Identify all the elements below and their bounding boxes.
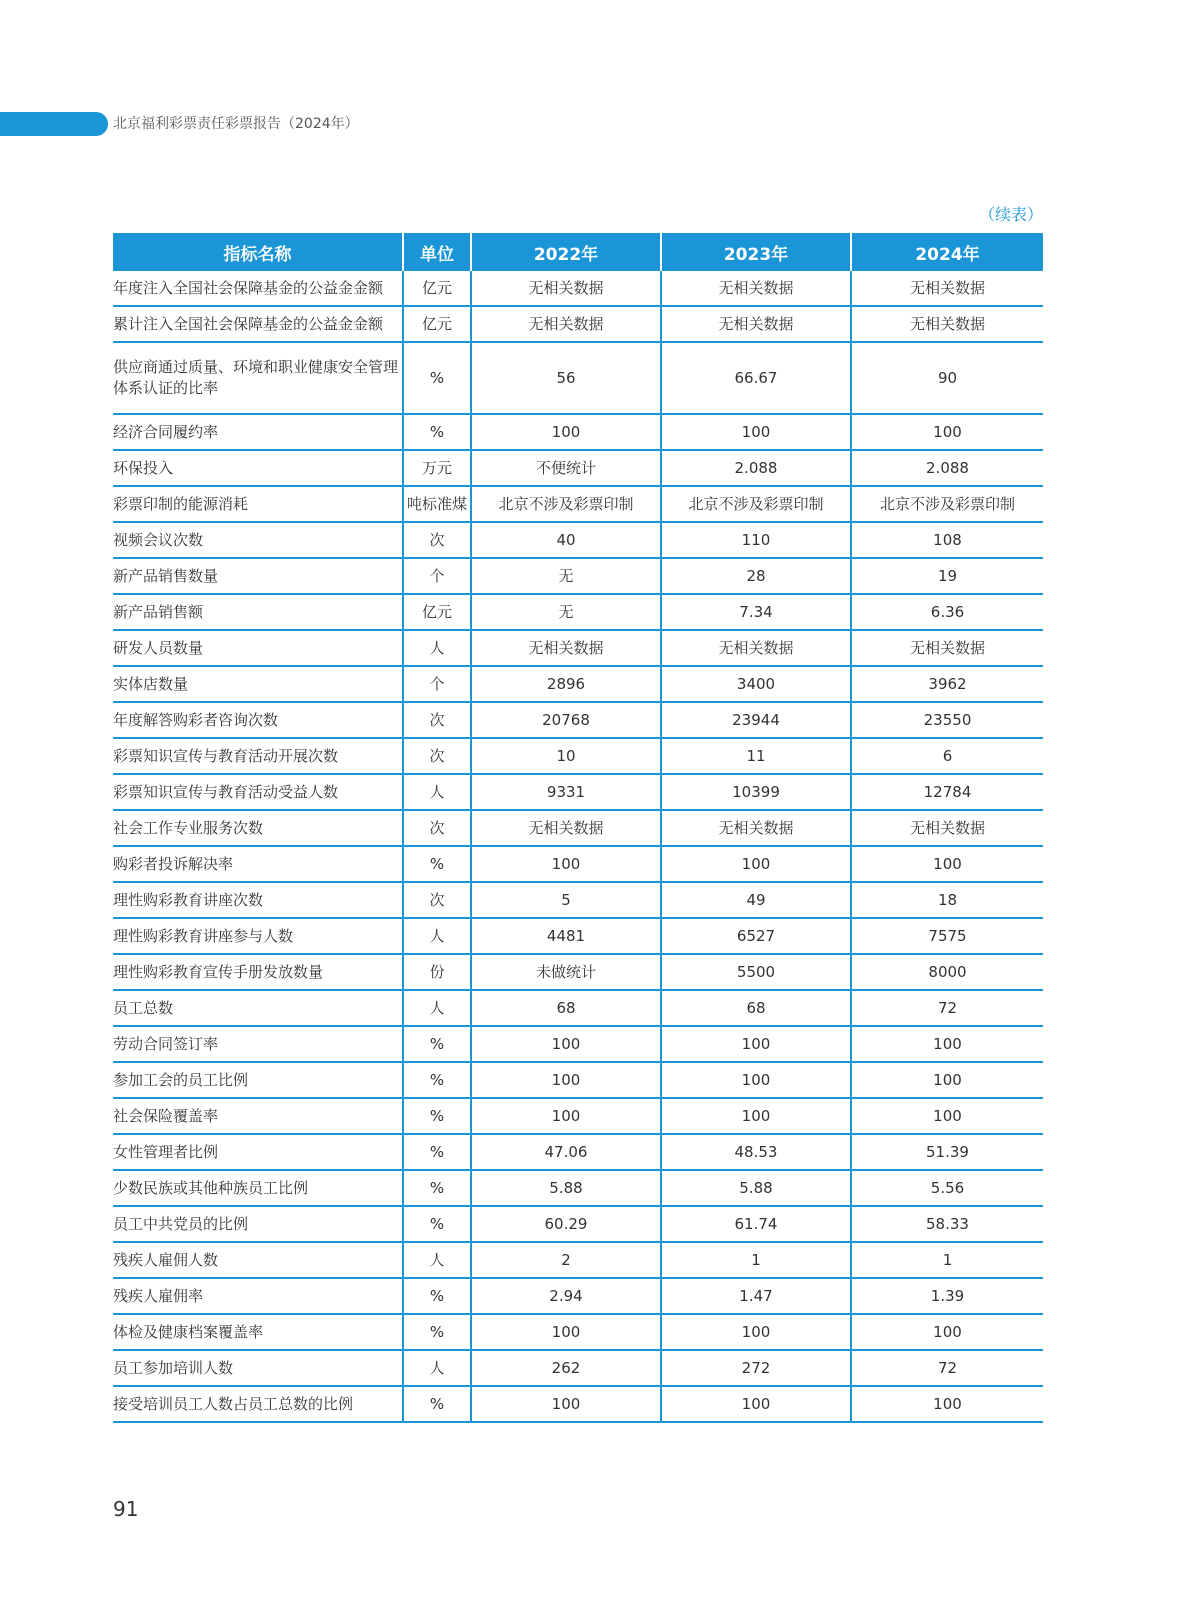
value-2023-cell: 5.88 bbox=[661, 1170, 851, 1206]
value-2023-cell: 272 bbox=[661, 1350, 851, 1386]
value-2023-cell: 10399 bbox=[661, 774, 851, 810]
value-2023-cell: 5500 bbox=[661, 954, 851, 990]
value-2023-cell: 100 bbox=[661, 414, 851, 450]
table-row bbox=[113, 486, 1043, 522]
indicator-name-cell: 员工参加培训人数 bbox=[113, 1350, 403, 1386]
value-2023-cell: 无相关数据 bbox=[661, 810, 851, 846]
value-2024-cell: 18 bbox=[851, 882, 1043, 918]
value-2024-cell: 3962 bbox=[851, 666, 1043, 702]
indicator-name-cell: 视频会议次数 bbox=[113, 522, 403, 558]
table-row bbox=[113, 558, 1043, 594]
unit-cell: % bbox=[403, 1314, 471, 1350]
value-2022-cell: 100 bbox=[471, 1098, 661, 1134]
table-row bbox=[113, 1062, 1043, 1098]
indicator-name-cell: 理性购彩教育讲座次数 bbox=[113, 882, 403, 918]
value-2022-cell: 无 bbox=[471, 558, 661, 594]
indicator-name-cell: 理性购彩教育宣传手册发放数量 bbox=[113, 954, 403, 990]
value-2023-cell: 无相关数据 bbox=[661, 271, 851, 306]
indicator-name-cell: 残疾人雇佣人数 bbox=[113, 1242, 403, 1278]
indicator-name-cell: 年度注入全国社会保障基金的公益金金额 bbox=[113, 271, 403, 306]
value-2024-cell: 1 bbox=[851, 1242, 1043, 1278]
value-2022-cell: 4481 bbox=[471, 918, 661, 954]
table-row bbox=[113, 522, 1043, 558]
value-2024-cell: 无相关数据 bbox=[851, 810, 1043, 846]
value-2023-cell: 100 bbox=[661, 1314, 851, 1350]
unit-cell: 亿元 bbox=[403, 271, 471, 306]
value-2022-cell: 5.88 bbox=[471, 1170, 661, 1206]
value-2022-cell: 2896 bbox=[471, 666, 661, 702]
indicator-name-cell: 女性管理者比例 bbox=[113, 1134, 403, 1170]
value-2023-cell: 北京不涉及彩票印制 bbox=[661, 486, 851, 522]
value-2022-cell: 无相关数据 bbox=[471, 306, 661, 342]
unit-cell: 次 bbox=[403, 810, 471, 846]
table-row bbox=[113, 738, 1043, 774]
page-number: 91 bbox=[113, 1497, 139, 1521]
table-row bbox=[113, 1206, 1043, 1242]
indicator-name-cell: 社会工作专业服务次数 bbox=[113, 810, 403, 846]
unit-cell: 个 bbox=[403, 558, 471, 594]
unit-cell: % bbox=[403, 1206, 471, 1242]
unit-cell: 人 bbox=[403, 1350, 471, 1386]
table-row bbox=[113, 630, 1043, 666]
value-2024-cell: 23550 bbox=[851, 702, 1043, 738]
unit-cell: 人 bbox=[403, 1242, 471, 1278]
table-row bbox=[113, 810, 1043, 846]
indicator-name-cell: 实体店数量 bbox=[113, 666, 403, 702]
table-row bbox=[113, 1314, 1043, 1350]
value-2024-cell: 6 bbox=[851, 738, 1043, 774]
indicator-name-cell: 少数民族或其他种族员工比例 bbox=[113, 1170, 403, 1206]
value-2022-cell: 56 bbox=[471, 342, 661, 414]
unit-cell: % bbox=[403, 342, 471, 414]
value-2024-cell: 100 bbox=[851, 1026, 1043, 1062]
indicator-name-cell: 供应商通过质量、环境和职业健康安全管理体系认证的比率 bbox=[113, 342, 403, 414]
value-2022-cell: 无相关数据 bbox=[471, 630, 661, 666]
unit-cell: % bbox=[403, 414, 471, 450]
value-2024-cell: 58.33 bbox=[851, 1206, 1043, 1242]
indicator-name-cell: 残疾人雇佣率 bbox=[113, 1278, 403, 1314]
value-2022-cell: 100 bbox=[471, 1314, 661, 1350]
unit-cell: 次 bbox=[403, 882, 471, 918]
header-accent-bar bbox=[0, 112, 108, 136]
value-2024-cell: 8000 bbox=[851, 954, 1043, 990]
value-2024-cell: 1.39 bbox=[851, 1278, 1043, 1314]
value-2022-cell: 20768 bbox=[471, 702, 661, 738]
value-2024-cell: 5.56 bbox=[851, 1170, 1043, 1206]
value-2024-cell: 100 bbox=[851, 1314, 1043, 1350]
table-row bbox=[113, 1170, 1043, 1206]
indicator-name-cell: 参加工会的员工比例 bbox=[113, 1062, 403, 1098]
value-2023-cell: 100 bbox=[661, 1062, 851, 1098]
value-2024-cell: 100 bbox=[851, 1062, 1043, 1098]
table-row bbox=[113, 666, 1043, 702]
unit-cell: % bbox=[403, 1062, 471, 1098]
value-2024-cell: 无相关数据 bbox=[851, 630, 1043, 666]
value-2023-cell: 3400 bbox=[661, 666, 851, 702]
indicator-name-cell: 员工中共党员的比例 bbox=[113, 1206, 403, 1242]
value-2022-cell: 无相关数据 bbox=[471, 810, 661, 846]
unit-cell: 人 bbox=[403, 630, 471, 666]
indicator-name-cell: 劳动合同签订率 bbox=[113, 1026, 403, 1062]
table-row bbox=[113, 990, 1043, 1026]
value-2022-cell: 不便统计 bbox=[471, 450, 661, 486]
table-row bbox=[113, 1098, 1043, 1134]
value-2022-cell: 北京不涉及彩票印制 bbox=[471, 486, 661, 522]
value-2023-cell: 100 bbox=[661, 1098, 851, 1134]
value-2023-cell: 100 bbox=[661, 846, 851, 882]
unit-cell: 次 bbox=[403, 702, 471, 738]
unit-cell: 次 bbox=[403, 522, 471, 558]
indicator-name-cell: 体检及健康档案覆盖率 bbox=[113, 1314, 403, 1350]
table-row bbox=[113, 1278, 1043, 1314]
indicator-name-cell: 年度解答购彩者咨询次数 bbox=[113, 702, 403, 738]
value-2024-cell: 90 bbox=[851, 342, 1043, 414]
value-2022-cell: 2.94 bbox=[471, 1278, 661, 1314]
value-2022-cell: 无 bbox=[471, 594, 661, 630]
unit-cell: 人 bbox=[403, 774, 471, 810]
indicator-name-cell: 新产品销售额 bbox=[113, 594, 403, 630]
indicator-name-cell: 员工总数 bbox=[113, 990, 403, 1026]
table-row bbox=[113, 774, 1043, 810]
value-2023-cell: 11 bbox=[661, 738, 851, 774]
table-row bbox=[113, 918, 1043, 954]
indicator-name-cell: 理性购彩教育讲座参与人数 bbox=[113, 918, 403, 954]
value-2024-cell: 100 bbox=[851, 846, 1043, 882]
value-2023-cell: 49 bbox=[661, 882, 851, 918]
column-header-2022: 2022年 bbox=[471, 233, 661, 271]
value-2022-cell: 47.06 bbox=[471, 1134, 661, 1170]
table-row bbox=[113, 702, 1043, 738]
value-2024-cell: 19 bbox=[851, 558, 1043, 594]
table-row bbox=[113, 594, 1043, 630]
value-2023-cell: 7.34 bbox=[661, 594, 851, 630]
value-2023-cell: 61.74 bbox=[661, 1206, 851, 1242]
value-2023-cell: 28 bbox=[661, 558, 851, 594]
value-2023-cell: 1 bbox=[661, 1242, 851, 1278]
unit-cell: 万元 bbox=[403, 450, 471, 486]
indicator-name-cell: 新产品销售数量 bbox=[113, 558, 403, 594]
value-2022-cell: 262 bbox=[471, 1350, 661, 1386]
value-2023-cell: 无相关数据 bbox=[661, 630, 851, 666]
indicator-table bbox=[113, 233, 1043, 1423]
value-2024-cell: 12784 bbox=[851, 774, 1043, 810]
value-2023-cell: 23944 bbox=[661, 702, 851, 738]
table-row bbox=[113, 846, 1043, 882]
value-2024-cell: 51.39 bbox=[851, 1134, 1043, 1170]
unit-cell: 人 bbox=[403, 918, 471, 954]
unit-cell: 人 bbox=[403, 990, 471, 1026]
column-header-2024: 2024年 bbox=[851, 233, 1043, 271]
table-row bbox=[113, 271, 1043, 306]
indicator-name-cell: 彩票知识宣传与教育活动受益人数 bbox=[113, 774, 403, 810]
unit-cell: % bbox=[403, 1098, 471, 1134]
indicator-name-cell: 彩票知识宣传与教育活动开展次数 bbox=[113, 738, 403, 774]
indicator-name-cell: 社会保险覆盖率 bbox=[113, 1098, 403, 1134]
value-2022-cell: 无相关数据 bbox=[471, 271, 661, 306]
table-row bbox=[113, 1026, 1043, 1062]
value-2022-cell: 未做统计 bbox=[471, 954, 661, 990]
value-2022-cell: 9331 bbox=[471, 774, 661, 810]
unit-cell: % bbox=[403, 1026, 471, 1062]
value-2023-cell: 100 bbox=[661, 1026, 851, 1062]
value-2022-cell: 100 bbox=[471, 1386, 661, 1422]
unit-cell: % bbox=[403, 846, 471, 882]
indicator-name-cell: 研发人员数量 bbox=[113, 630, 403, 666]
table-row bbox=[113, 1386, 1043, 1422]
value-2024-cell: 6.36 bbox=[851, 594, 1043, 630]
value-2023-cell: 110 bbox=[661, 522, 851, 558]
column-header-indicator: 指标名称 bbox=[113, 233, 403, 271]
report-header-title: 北京福利彩票责任彩票报告（2024年） bbox=[113, 116, 359, 132]
table-row bbox=[113, 1350, 1043, 1386]
table-header-row bbox=[113, 233, 1043, 271]
value-2022-cell: 40 bbox=[471, 522, 661, 558]
indicator-name-cell: 环保投入 bbox=[113, 450, 403, 486]
table-row bbox=[113, 1134, 1043, 1170]
unit-cell: 亿元 bbox=[403, 306, 471, 342]
unit-cell: 份 bbox=[403, 954, 471, 990]
value-2022-cell: 5 bbox=[471, 882, 661, 918]
table-row bbox=[113, 882, 1043, 918]
unit-cell: % bbox=[403, 1170, 471, 1206]
value-2022-cell: 2 bbox=[471, 1242, 661, 1278]
value-2023-cell: 1.47 bbox=[661, 1278, 851, 1314]
value-2024-cell: 100 bbox=[851, 1386, 1043, 1422]
value-2024-cell: 72 bbox=[851, 1350, 1043, 1386]
indicator-name-cell: 购彩者投诉解决率 bbox=[113, 846, 403, 882]
value-2022-cell: 100 bbox=[471, 1062, 661, 1098]
table-row bbox=[113, 414, 1043, 450]
value-2024-cell: 北京不涉及彩票印制 bbox=[851, 486, 1043, 522]
value-2024-cell: 无相关数据 bbox=[851, 306, 1043, 342]
value-2022-cell: 68 bbox=[471, 990, 661, 1026]
value-2022-cell: 100 bbox=[471, 1026, 661, 1062]
value-2024-cell: 100 bbox=[851, 414, 1043, 450]
unit-cell: 亿元 bbox=[403, 594, 471, 630]
value-2023-cell: 68 bbox=[661, 990, 851, 1026]
value-2023-cell: 66.67 bbox=[661, 342, 851, 414]
value-2024-cell: 无相关数据 bbox=[851, 271, 1043, 306]
value-2024-cell: 7575 bbox=[851, 918, 1043, 954]
value-2022-cell: 100 bbox=[471, 846, 661, 882]
indicator-name-cell: 接受培训员工人数占员工总数的比例 bbox=[113, 1386, 403, 1422]
unit-cell: % bbox=[403, 1386, 471, 1422]
column-header-unit: 单位 bbox=[403, 233, 471, 271]
value-2024-cell: 100 bbox=[851, 1098, 1043, 1134]
unit-cell: % bbox=[403, 1278, 471, 1314]
value-2023-cell: 无相关数据 bbox=[661, 306, 851, 342]
value-2023-cell: 100 bbox=[661, 1386, 851, 1422]
table-row bbox=[113, 1242, 1043, 1278]
table-row bbox=[113, 342, 1043, 414]
indicator-name-cell: 累计注入全国社会保障基金的公益金金额 bbox=[113, 306, 403, 342]
indicator-name-cell: 经济合同履约率 bbox=[113, 414, 403, 450]
unit-cell: % bbox=[403, 1134, 471, 1170]
value-2022-cell: 60.29 bbox=[471, 1206, 661, 1242]
table-row bbox=[113, 954, 1043, 990]
unit-cell: 个 bbox=[403, 666, 471, 702]
value-2022-cell: 100 bbox=[471, 414, 661, 450]
table-row bbox=[113, 450, 1043, 486]
unit-cell: 吨标准煤 bbox=[403, 486, 471, 522]
value-2024-cell: 2.088 bbox=[851, 450, 1043, 486]
value-2024-cell: 108 bbox=[851, 522, 1043, 558]
value-2023-cell: 2.088 bbox=[661, 450, 851, 486]
value-2023-cell: 48.53 bbox=[661, 1134, 851, 1170]
column-header-2023: 2023年 bbox=[661, 233, 851, 271]
value-2024-cell: 72 bbox=[851, 990, 1043, 1026]
value-2023-cell: 6527 bbox=[661, 918, 851, 954]
value-2022-cell: 10 bbox=[471, 738, 661, 774]
continued-label: （续表） bbox=[978, 205, 1043, 224]
indicator-name-cell: 彩票印制的能源消耗 bbox=[113, 486, 403, 522]
unit-cell: 次 bbox=[403, 738, 471, 774]
table-row bbox=[113, 306, 1043, 342]
